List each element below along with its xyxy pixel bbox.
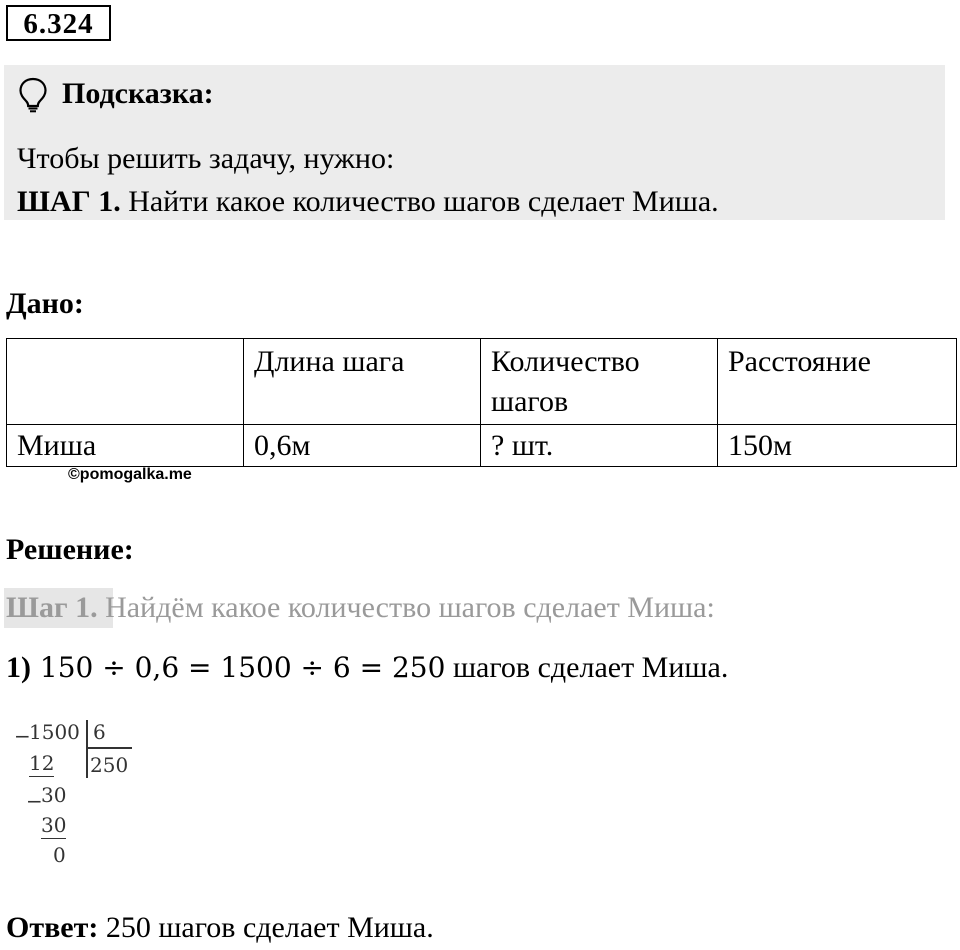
table-header-cell: Длина шага (244, 339, 481, 425)
solution-step-label: Шаг 1. (6, 591, 98, 624)
given-title: Дано: (6, 287, 84, 320)
hint-step (17, 184, 719, 220)
quotient: 250 (90, 753, 129, 777)
hint-title: Подсказка: (62, 77, 214, 110)
table-cell: 150м (718, 425, 957, 467)
task-number: 6.324 (6, 5, 111, 41)
calculation-line (6, 650, 728, 686)
table-cell: Миша (7, 425, 244, 467)
hint-step-label: ШАГ 1. (17, 185, 121, 218)
division-horizontal-line (86, 747, 132, 749)
given-table (6, 338, 957, 467)
solution-title: Решение: (6, 533, 134, 566)
table-cell: 0,6м (244, 425, 481, 467)
minus-sign: − (26, 789, 43, 813)
underline-2 (41, 838, 66, 839)
hint-intro: Чтобы решить задачу, нужно: (17, 142, 395, 175)
table-header-row (7, 339, 957, 425)
remainder-1: 30 (41, 783, 67, 807)
calc-number: 1) (6, 651, 31, 684)
division-vertical-line (86, 720, 88, 778)
solution-step-text: Найдём какое количество шагов сделает Миша: (97, 591, 715, 624)
subtrahend-1: 12 (29, 751, 55, 775)
remainder-2: 0 (53, 843, 66, 867)
table-header-cell: Количество шагов (481, 339, 718, 425)
answer-text: 250 шагов сделает Миша. (98, 911, 434, 944)
solution-step (6, 590, 715, 626)
divisor: 6 (93, 720, 106, 744)
hint-step-text: Найти какое количество шагов сделает Миша. (120, 185, 719, 218)
minus-sign: − (14, 724, 31, 748)
underline-1 (29, 776, 54, 777)
subtrahend-2: 30 (41, 813, 67, 837)
calc-expression: 150 ÷ 0,6 = 1500 ÷ 6 = 250 (31, 651, 446, 684)
answer-line (6, 910, 434, 946)
watermark: ©pomogalka.me (68, 466, 192, 483)
answer-label: Ответ: (6, 911, 99, 944)
table-row (7, 425, 957, 467)
table-cell: ? шт. (481, 425, 718, 467)
calc-text: шагов сделает Миша. (445, 651, 729, 684)
dividend: 1500 (29, 720, 80, 744)
table-header-cell: Расстояние (718, 339, 957, 425)
table-header-cell (7, 339, 244, 425)
lightbulb-icon (18, 77, 48, 113)
